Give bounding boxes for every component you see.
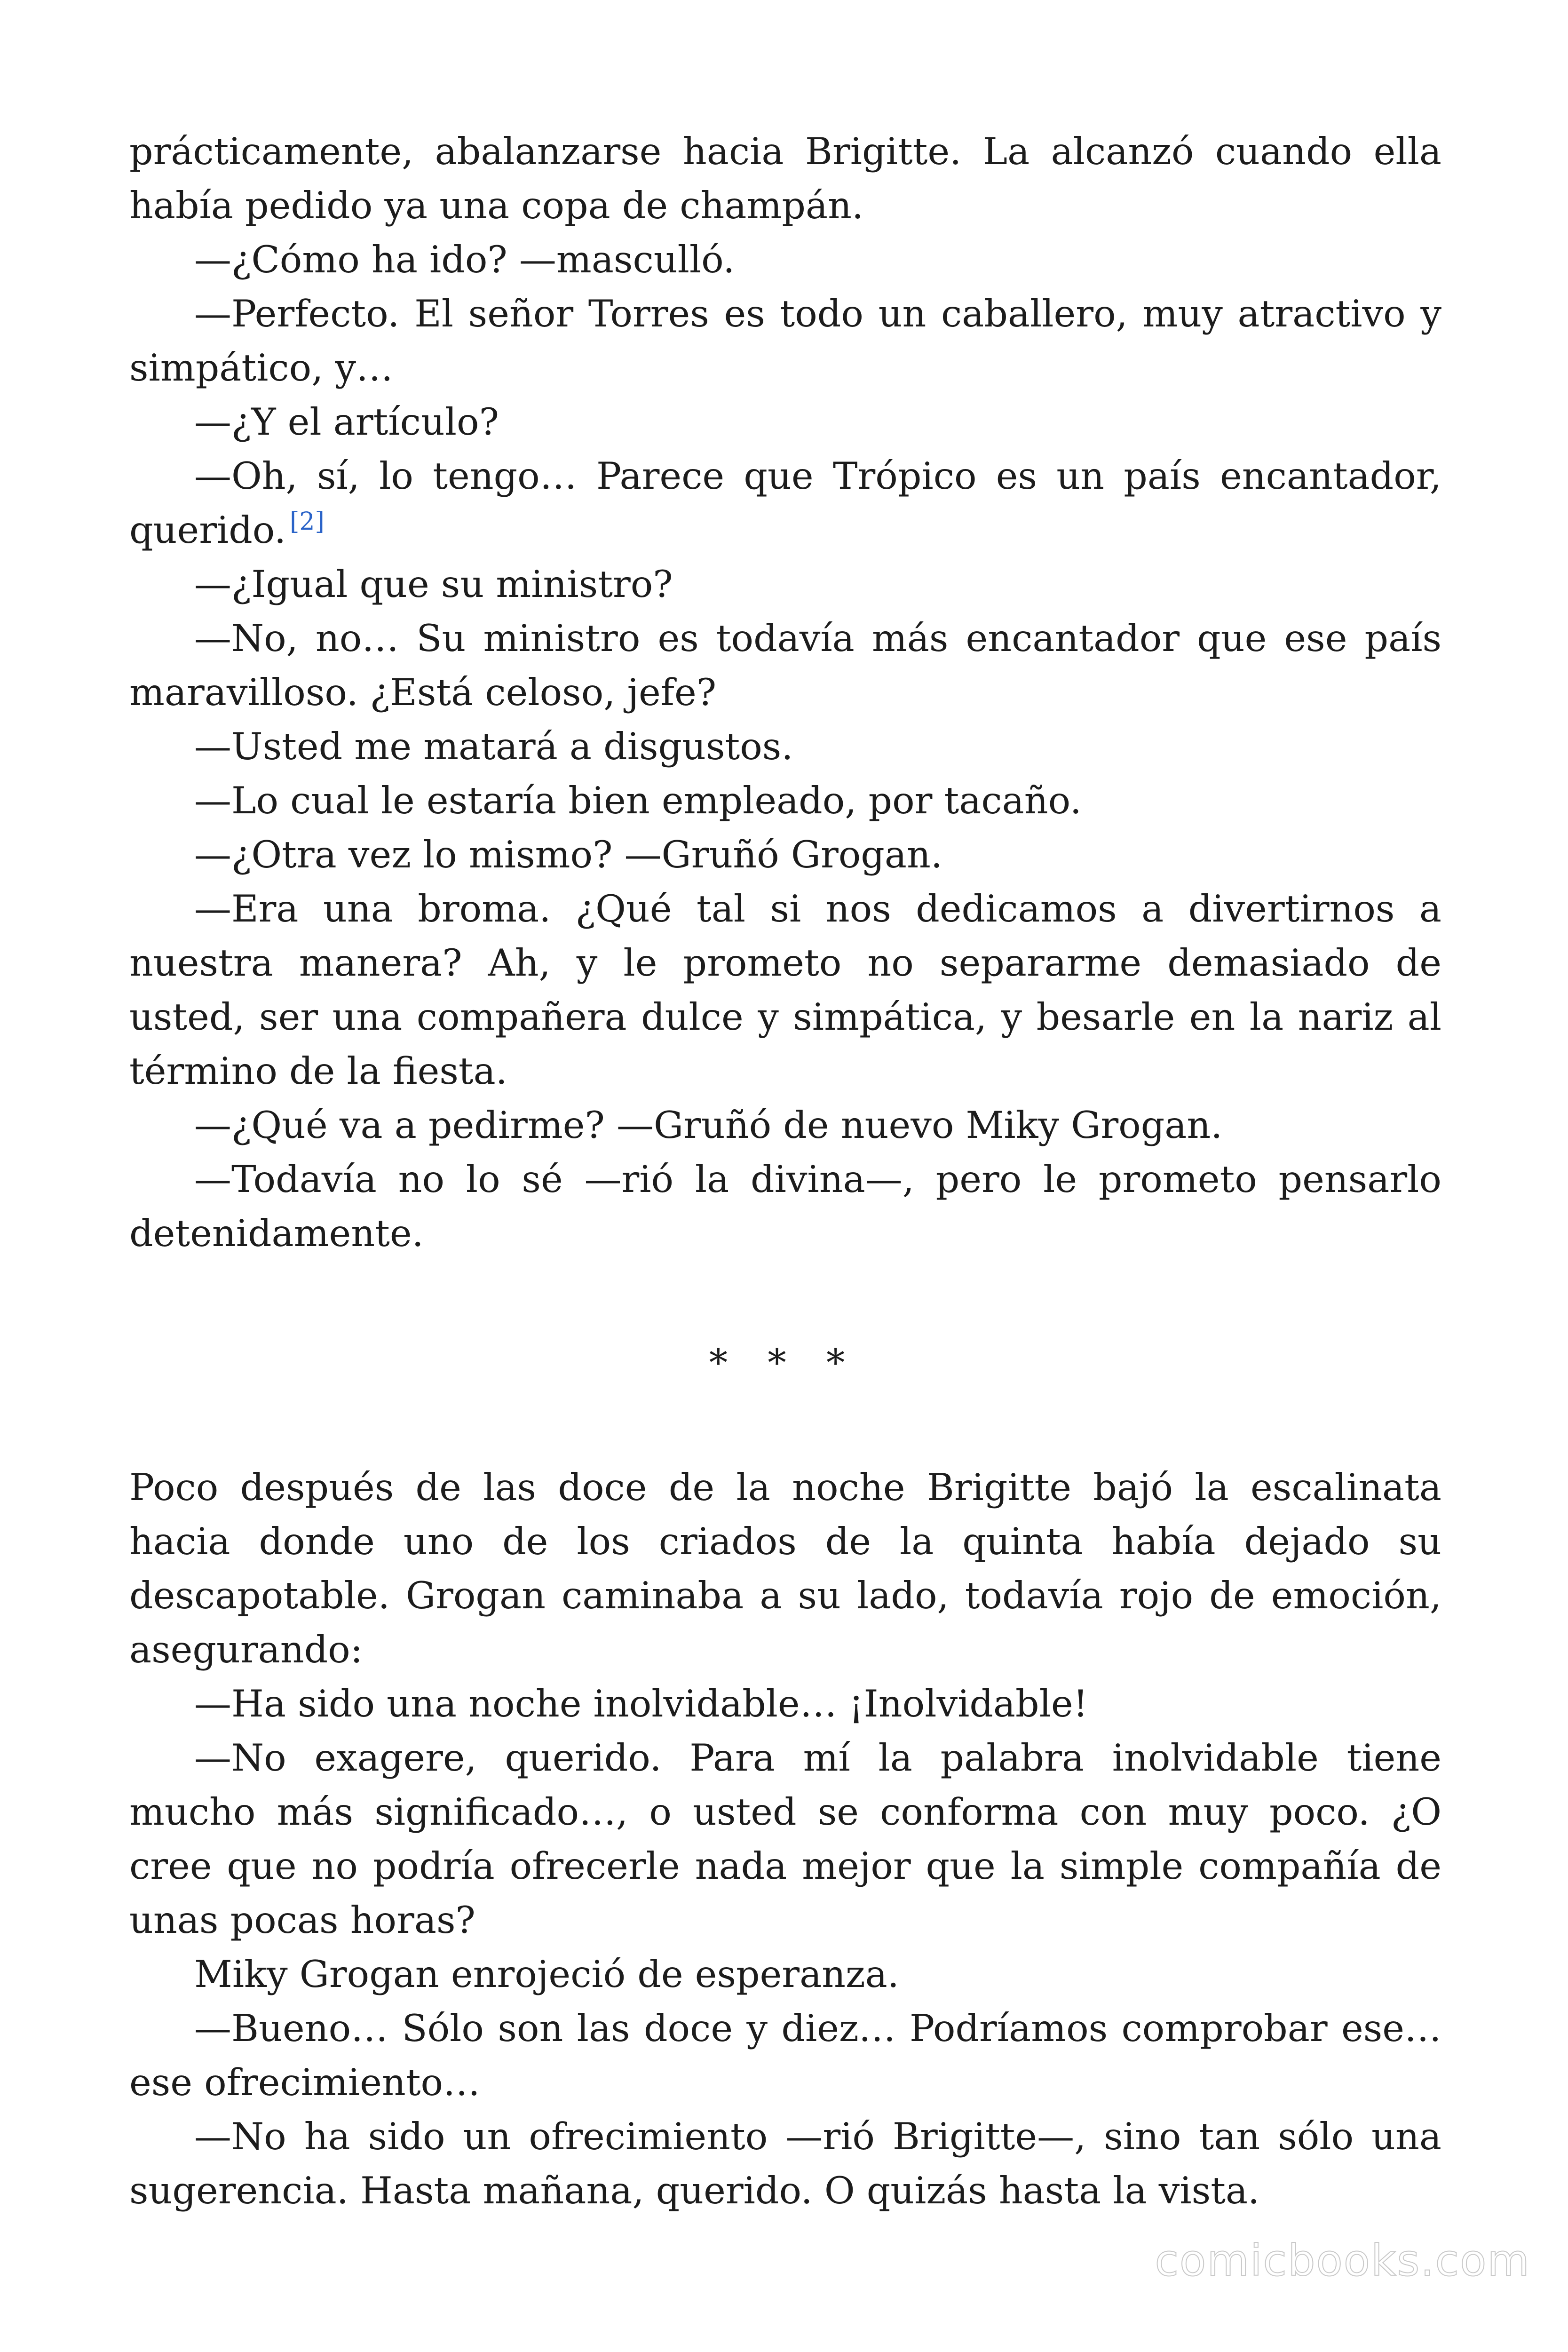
paragraph: —Perfecto. El señor Torres es todo un caballero, muy atractivo y simpático, y… bbox=[129, 292, 1441, 389]
paragraph: —No exagere, querido. Para mí la palabra inolvidable tiene mucho más significado…, o usted se conforma con muy poco. ¿O cree que no podría ofrecerle nada mejor que la simple compañía de unas pocas horas? bbox=[129, 1736, 1441, 1942]
footnote-link[interactable]: [2] bbox=[290, 508, 325, 536]
paragraph: Miky Grogan enrojeció de esperanza. bbox=[194, 1953, 899, 1996]
paragraph: —Usted me matará a disgustos. bbox=[194, 725, 793, 768]
paragraph: —Todavía no lo sé —rió la divina—, pero le prometo pensarlo detenidamente. bbox=[129, 1158, 1441, 1255]
paragraph: —No, no… Su ministro es todavía más encantador que ese país maravilloso. ¿Está celoso, jefe? bbox=[129, 617, 1441, 714]
paragraph-with-footnote bbox=[129, 449, 1441, 557]
paragraph: prácticamente, abalanzarse hacia Brigitte. La alcanzó cuando ella había pedido ya una copa de champán. bbox=[129, 130, 1441, 227]
paragraph: —Era una broma. ¿Qué tal si nos dedicamos a divertirnos a nuestra manera? Ah, y le prometo no separarme demasiado de usted, ser una compañera dulce y simpática, y besarle en la nariz al término de la fiesta. bbox=[129, 887, 1441, 1093]
paragraph: —¿Otra vez lo mismo? —Gruñó Grogan. bbox=[194, 833, 942, 876]
paragraph: —Lo cual le estaría bien empleado, por tacaño. bbox=[194, 779, 1082, 822]
scene-break: * * * bbox=[709, 1341, 859, 1384]
paragraph: —¿Qué va a pedirme? —Gruñó de nuevo Miky Grogan. bbox=[194, 1104, 1223, 1147]
paragraph: —¿Cómo ha ido? —masculló. bbox=[194, 238, 735, 281]
text-section-1 bbox=[129, 125, 1441, 1261]
paragraph: —¿Igual que su ministro? bbox=[194, 563, 673, 606]
paragraph-text: —Oh, sí, lo tengo… Parece que Trópico es un país encantador, querido. bbox=[129, 454, 1441, 552]
paragraph: —No ha sido un ofrecimiento —rió Brigitte—, sino tan sólo una sugerencia. Hasta mañana, querido. O quizás hasta la vista. bbox=[129, 2115, 1441, 2212]
text-section-2 bbox=[129, 1461, 1441, 2218]
watermark: comicbooks.com bbox=[1155, 2235, 1530, 2286]
paragraph: Poco después de las doce de la noche Brigitte bajó la escalinata hacia donde uno de los criados de la quinta había dejado su descapotable. Grogan caminaba a su lado, todavía rojo de emoción, asegurando: bbox=[129, 1466, 1441, 1671]
paragraph: —Bueno… Sólo son las doce y diez… Podríamos comprobar ese… ese ofrecimiento… bbox=[129, 2007, 1441, 2104]
paragraph: —Ha sido una noche inolvidable… ¡Inolvidable! bbox=[194, 1682, 1088, 1725]
paragraph: —¿Y el artículo? bbox=[194, 400, 499, 444]
